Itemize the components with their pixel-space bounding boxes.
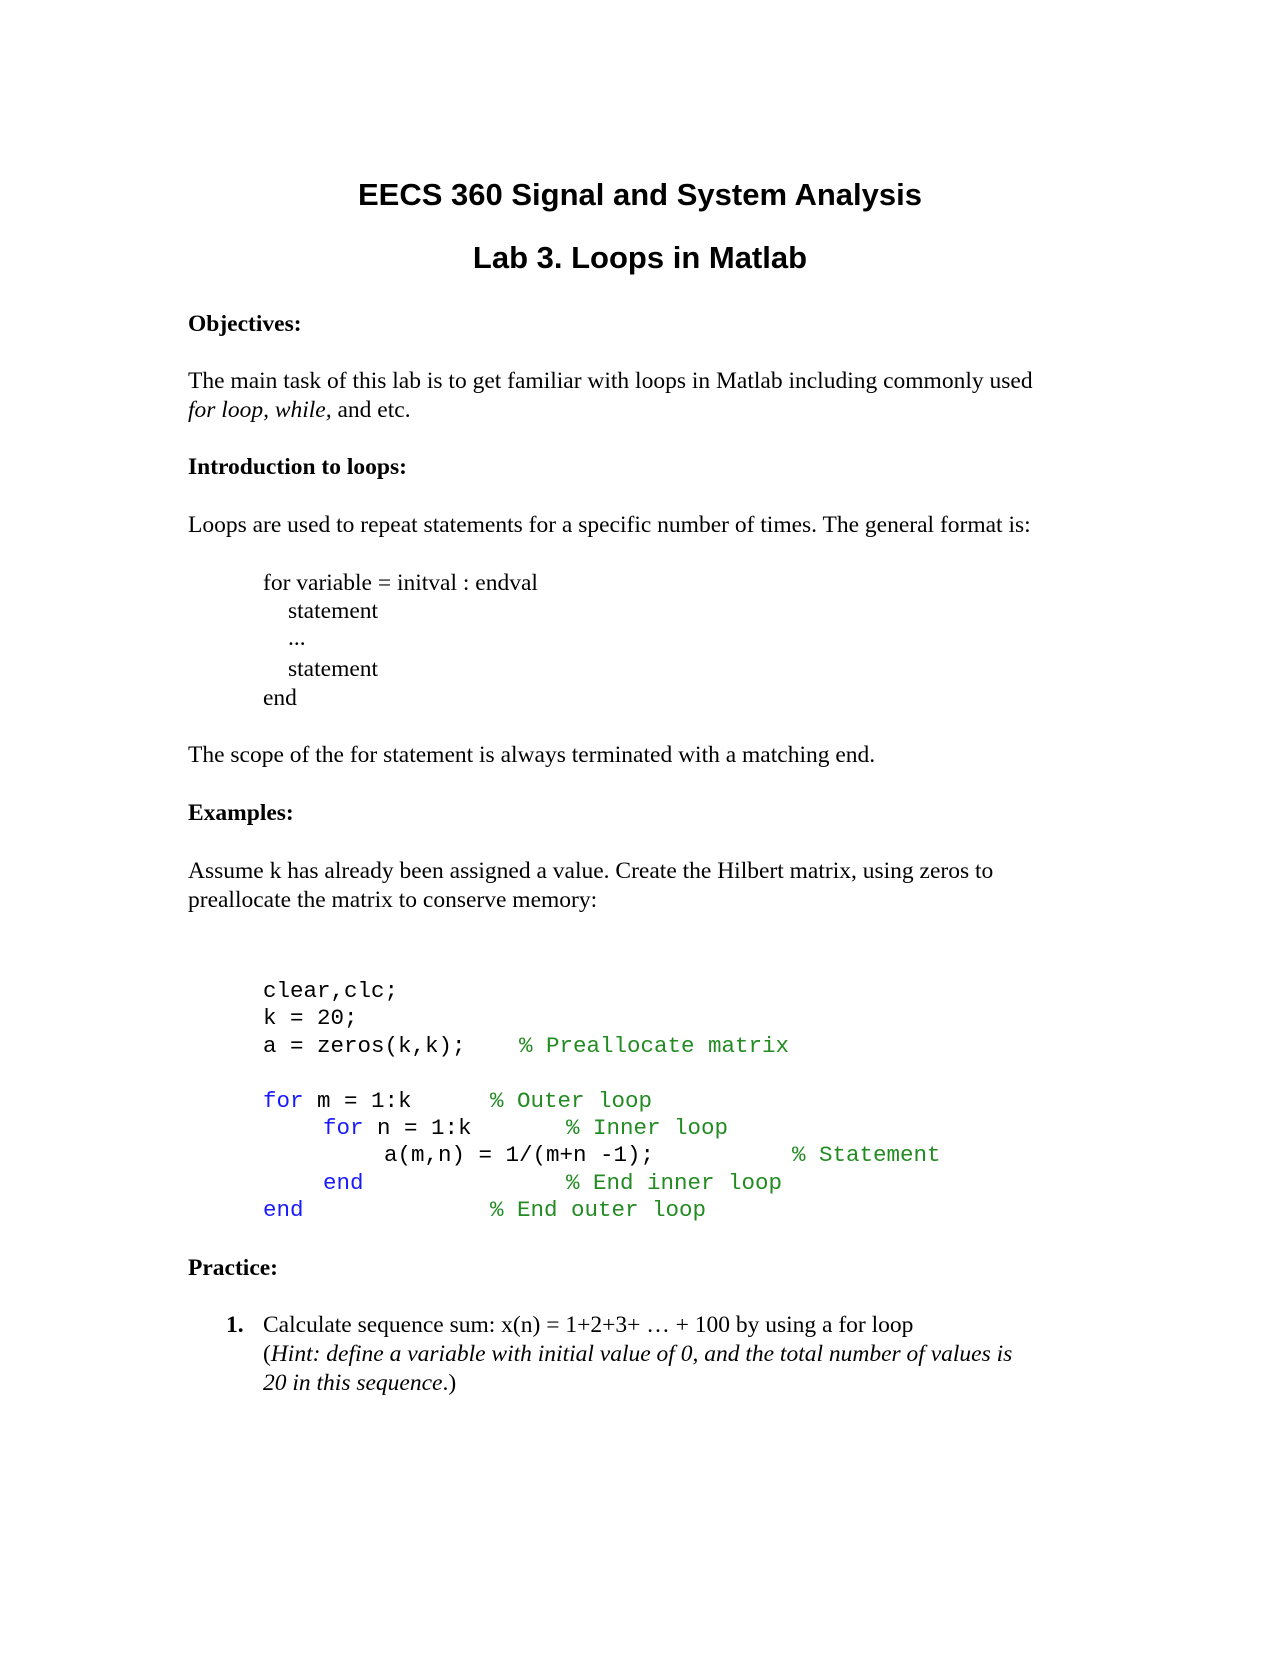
code-comment-end-inner: % End inner loop: [566, 1170, 783, 1196]
code-line-2: k = 20;: [263, 1005, 358, 1031]
practice-item-hint-line-1: [263, 1340, 1012, 1369]
code-inner-range: n = 1:k: [363, 1115, 472, 1141]
lab-title: Lab 3. Loops in Matlab: [472, 240, 808, 275]
code-comment-statement: % Statement: [792, 1142, 941, 1168]
objectives-loop-names: for loop, while,: [188, 397, 332, 423]
keyword-end-inner: end: [323, 1170, 364, 1196]
practice-item-line-1: Calculate sequence sum: x(n) = 1+2+3+ … + 100 by using a for loop: [263, 1312, 914, 1338]
keyword-for-outer: for: [263, 1088, 304, 1114]
objectives-line-2: [188, 396, 411, 425]
objectives-heading: Objectives:: [188, 311, 302, 337]
practice-item-number: 1.: [226, 1312, 244, 1338]
keyword-for-inner: for: [323, 1115, 364, 1141]
keyword-end-outer: end: [263, 1197, 304, 1223]
intro-heading: Introduction to loops:: [188, 454, 407, 480]
code-comment-inner: % Inner loop: [566, 1115, 729, 1141]
examples-line-1: Assume k has already been assigned a value. Create the Hilbert matrix, using zeros to: [188, 858, 994, 884]
hint-text-1: Hint: define a variable with initial value of 0, and the total number of values is: [270, 1341, 1013, 1367]
course-title: EECS 360 Signal and System Analysis: [358, 177, 922, 212]
code-comment-outer: % Outer loop: [490, 1088, 653, 1114]
code-line-1: clear,clc;: [263, 978, 399, 1004]
scope-note: The scope of the for statement is always terminated with a matching end.: [188, 742, 876, 768]
objectives-line-2-rest: and etc.: [331, 397, 411, 423]
code-line-3: a = zeros(k,k);: [263, 1033, 466, 1059]
format-line-3: ...: [288, 625, 306, 651]
examples-line-2: preallocate the matrix to conserve memory:: [188, 887, 598, 913]
hint-text-2: 20 in this sequence: [263, 1370, 443, 1396]
examples-heading: Examples:: [188, 800, 294, 826]
objectives-line-1: The main task of this lab is to get familiar with loops in Matlab including commonly used: [188, 368, 1033, 394]
hint-close: .): [442, 1370, 457, 1396]
format-line-1: for variable = initval : endval: [263, 570, 538, 596]
format-line-4: statement: [288, 656, 379, 682]
code-line-5: [323, 1115, 472, 1142]
code-line-6: a(m,n) = 1/(m+n -1);: [384, 1142, 655, 1168]
code-comment-preallocate: % Preallocate matrix: [519, 1033, 790, 1059]
format-line-2: statement: [288, 598, 379, 624]
hint-open-paren: (: [263, 1341, 271, 1367]
intro-paragraph: Loops are used to repeat statements for a specific number of times. The general format is:: [188, 512, 1031, 538]
code-outer-range: m = 1:k: [303, 1088, 412, 1114]
practice-item-hint-line-2: [263, 1369, 456, 1398]
format-line-5: end: [263, 685, 297, 711]
code-comment-end-outer: % End outer loop: [490, 1197, 707, 1223]
code-line-4: [263, 1088, 412, 1115]
practice-heading: Practice:: [188, 1255, 279, 1281]
